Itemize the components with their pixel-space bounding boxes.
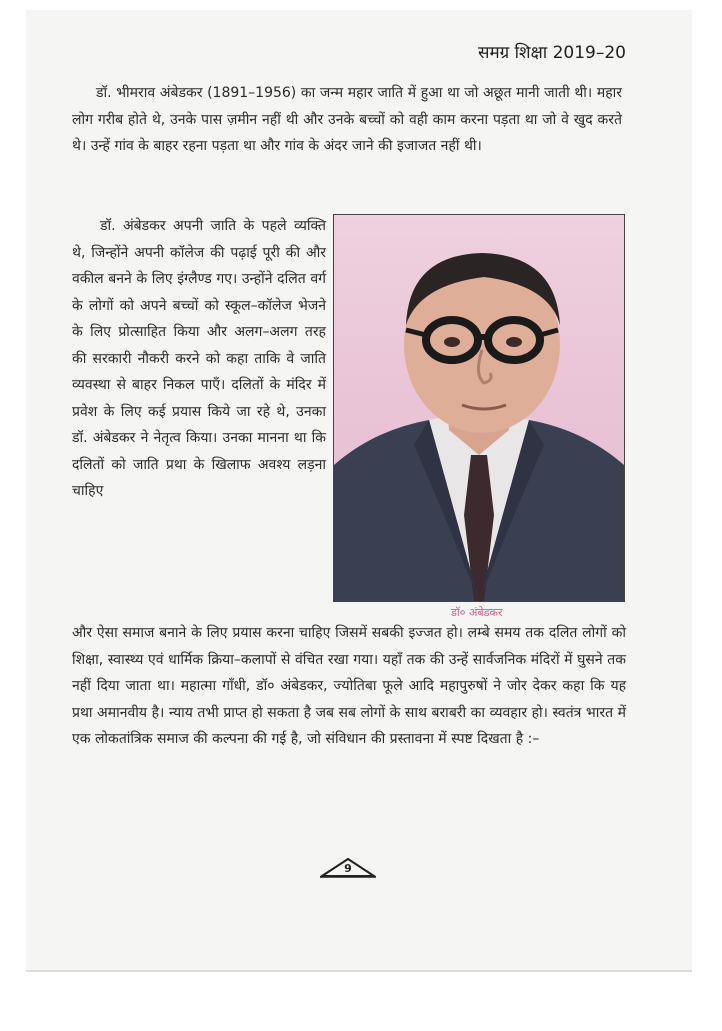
portrait-illustration	[334, 215, 624, 601]
page-header: समग्र शिक्षा 2019–20	[477, 43, 626, 63]
intro-paragraph: डॉ. भीमराव अंबेडकर (1891–1956) का जन्म महार जाति में हुआ था जो अछूत मानी जाती थी। महार लोग गरीब होते थे, उनके पास ज़मीन नहीं थी और उनके बच्चों को वही काम करना पड़ता था जो वे खुद करते थे। उन्हें गांव के बाहर रहना पड़ता था और गांव के अंदर जाने की इजाजत नहीं थी।	[72, 85, 622, 154]
page-number-text: 9	[344, 862, 352, 875]
paragraph-beside-photo: डॉ. अंबेडकर अपनी जाति के पहले व्यक्ति थे, जिन्होंने अपनी कॉलेज की पढ़ाई पूरी की और वकील बनने के लिए इंग्लैण्ड गए। उन्होंने दलित वर्ग के लोगों को अपने बच्चों को स्कूल–कॉलेज भेजने के लिए प्रोत्साहित किया और अलग–अलग तरह की सरकारी नौकरी करने को कहा ताकि वे जाति व्यवस्था से बाहर निकल पाएँ। दलितों के मंदिर में प्रवेश के लिए कई प्रयास किये जा रहे थे, उनका डॉ. अंबेडकर ने नेतृत्व किया। उनका मानना था कि दलितों को जाति प्रथा के खिलाफ अवश्य लड़ना चाहिए	[72, 218, 326, 499]
page-number	[320, 856, 376, 878]
portrait-photo	[333, 214, 625, 602]
photo-caption: डॉ० अंबेडकर	[451, 606, 503, 619]
page-edge	[26, 970, 692, 972]
continuation-paragraph: और ऐसा समाज बनाने के लिए प्रयास करना चाहिए जिसमें सबकी इज्जत हो। लम्बे समय तक दलित लोगों को शिक्षा, स्वास्थ्य एवं धार्मिक क्रिया–कलापों से वंचित रखा गया। यहाँ तक की उन्हें सार्वजनिक मंदिरों में घुसने तक नहीं दिया जाता था। महात्मा गाँधी, डॉ० अंबेडकर, ज्योतिबा फूले आदि महापुरुषों ने जोर देकर कहा कि यह प्रथा अमानवीय है। न्याय तभी प्राप्त हो सकता है जब सब लोगों के साथ बराबरी का व्यवहार हो। स्वतंत्र भारत में एक लोकतांत्रिक समाज की कल्पना की गई है, जो संविधान की प्रस्तावना में स्पष्ट दिखता है :–	[72, 625, 626, 747]
